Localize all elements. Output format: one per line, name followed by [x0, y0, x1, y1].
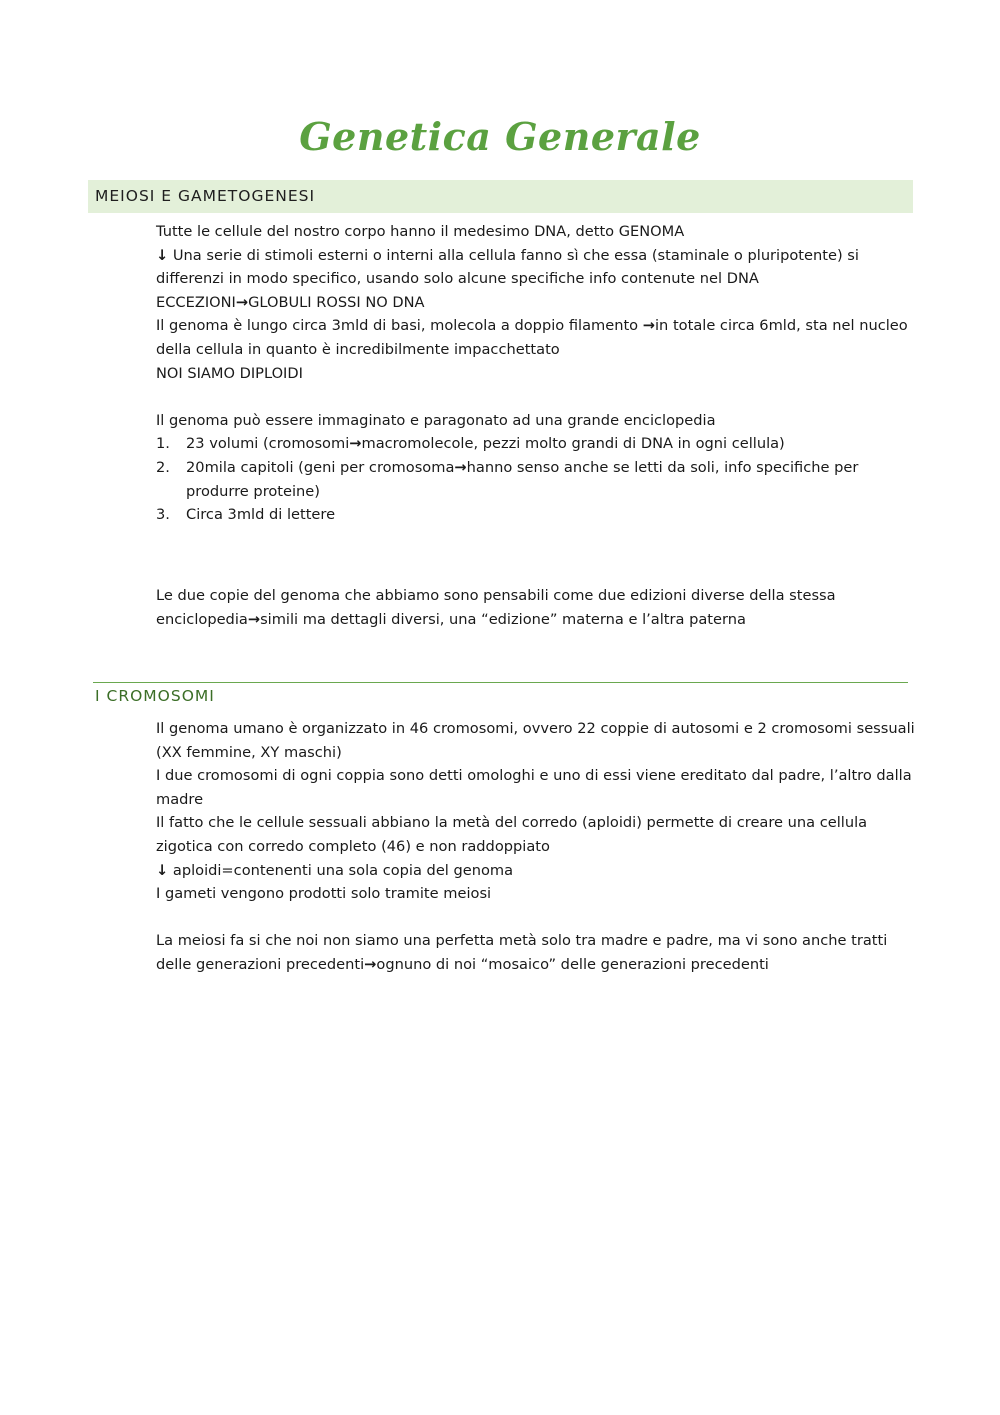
list-item	[156, 432, 916, 456]
paragraph-text: in totale circa 6mld, sta nel nucleo della cellula in quanto è incredibilmente impacchettato	[156, 317, 908, 358]
arrow-right-icon: →	[349, 435, 362, 453]
paragraph-text: ognuno di noi “mosaico” delle generazioni precedenti	[376, 955, 769, 973]
paragraph-text: ECCEZIONI	[156, 293, 236, 311]
paragraph: NOI SIAMO DIPLOIDI	[156, 364, 303, 382]
paragraph	[156, 314, 916, 361]
paragraph	[156, 859, 916, 883]
paragraph: Il genoma umano è organizzato in 46 cromosomi, ovvero 22 coppie di autosomi e 2 cromosomi sessuali (XX femmine, XY maschi)	[156, 720, 915, 761]
arrow-right-icon: →	[364, 955, 377, 973]
section-body-meiosi-closing	[156, 584, 916, 631]
paragraph	[156, 220, 916, 244]
paragraph	[156, 929, 916, 976]
paragraph-text: La meiosi fa si che noi non siamo una perfetta metà solo tra madre e padre, ma vi sono anche tratti delle generazioni precedenti	[156, 932, 888, 973]
document-title: Genetica Generale	[299, 114, 701, 159]
arrow-right-icon: →	[247, 610, 261, 628]
section-body-cromosomi	[156, 717, 916, 977]
list-number: 1.	[156, 435, 170, 453]
arrow-down-icon: ↓	[156, 861, 169, 879]
paragraph-text: Tutte le cellule del nostro corpo hanno il medesimo DNA, detto GENOMA	[156, 223, 685, 240]
arrow-right-icon: →	[235, 293, 249, 311]
list-text: hanno senso anche se letti da soli, info specifiche per produrre proteine)	[186, 458, 859, 500]
list-text: Circa 3mld di lettere	[186, 506, 336, 524]
list-text: 20mila capitoli (geni per cromosoma	[186, 458, 455, 476]
paragraph: Il fatto che le cellule sessuali abbiano la metà del corredo (aploidi) permette di creare una cellula zigotica con corredo completo (46) e non raddoppiato	[156, 814, 868, 855]
paragraph-text: GLOBULI ROSSI NO DNA	[248, 293, 425, 311]
paragraph: I gameti vengono prodotti solo tramite meiosi	[156, 885, 492, 903]
paragraph-text: aploidi=contenenti una sola copia del genoma	[168, 861, 514, 879]
paragraph-text: simili ma dettagli diversi, una “edizione” materna e l’altra paterna	[260, 610, 746, 628]
list-number: 3.	[156, 506, 170, 524]
list-text: macromolecole, pezzi molto grandi di DNA in ogni cellula)	[361, 435, 785, 453]
section-heading-meiosi: MEIOSI E GAMETOGENESI	[88, 180, 913, 213]
arrow-right-icon: →	[642, 317, 655, 335]
arrow-right-icon: →	[454, 458, 467, 476]
list-item	[156, 456, 916, 503]
paragraph-text: Le due copie del genoma che abbiamo sono pensabili come due edizioni diverse della stessa enciclopedia	[156, 587, 836, 628]
paragraph	[156, 291, 916, 315]
section-heading-cromosomi: I CROMOSOMI	[93, 682, 908, 705]
paragraph	[156, 244, 916, 291]
list-number: 2.	[156, 458, 170, 476]
paragraph	[156, 584, 916, 631]
paragraph-text: Una serie di stimoli esterni o interni alla cellula fanno sì che essa (staminale o pluripotente) si differenzi in modo specifico, usando solo alcune specifiche info contenute nel DNA	[156, 246, 859, 288]
paragraph-text: Il genoma è lungo circa 3mld di basi, molecola a doppio filamento	[156, 317, 643, 335]
arrow-down-icon: ↓	[156, 246, 169, 264]
paragraph: Il genoma può essere immaginato e paragonato ad una grande enciclopedia	[156, 411, 716, 429]
list-item	[156, 503, 916, 527]
list-text: 23 volumi (cromosomi	[186, 435, 350, 453]
numbered-list	[156, 432, 916, 526]
section-body-meiosi	[156, 220, 916, 527]
paragraph: I due cromosomi di ogni coppia sono detti omologhi e uno di essi viene ereditato dal padre, l’altro dalla madre	[156, 767, 912, 808]
